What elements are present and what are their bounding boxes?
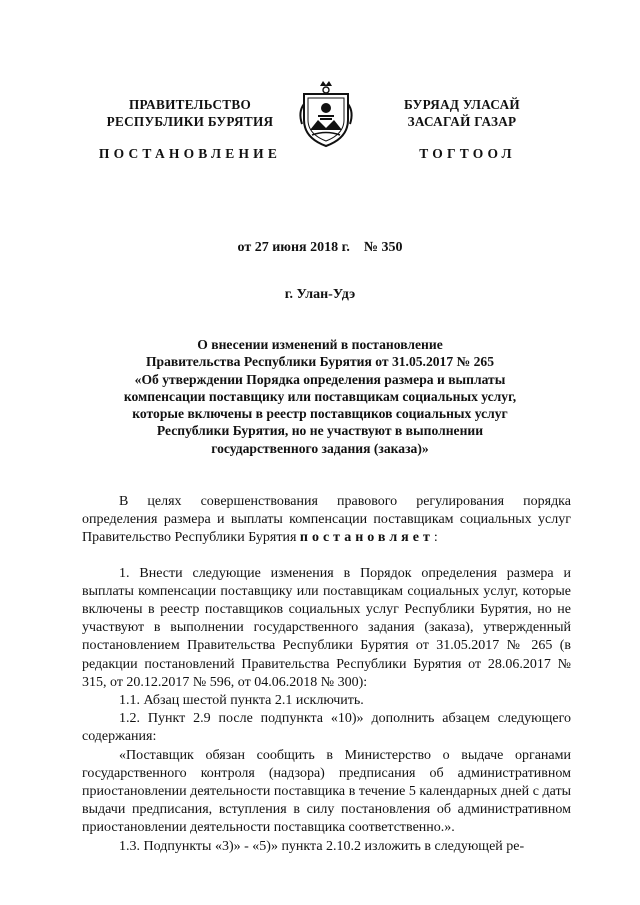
paragraph-1-1: 1.1. Абзац шестой пункта 2.1 исключить.: [119, 693, 364, 709]
title-line: О внесении изменений в постановление: [197, 337, 443, 352]
government-name-bur-line1: БУРЯАД УЛАСАЙ: [404, 97, 520, 112]
document-body: [82, 493, 571, 856]
document-title: [80, 336, 560, 457]
resolves-word: постановляет: [299, 530, 434, 546]
coat-of-arms-icon: [296, 78, 356, 150]
city: г. Улан-Удэ: [284, 287, 356, 302]
paragraph-1-2: 1.2. Пункт 2.9 после подпункта «10)» дополнить абзацем следующего содержания:: [82, 711, 571, 745]
resolves-colon: :: [433, 530, 438, 546]
header-right: [372, 96, 552, 130]
government-name-line2: РЕСПУБЛИКИ БУРЯТИЯ: [106, 114, 274, 129]
doc-type-ru: ПОСТАНОВЛЕНИЕ: [98, 146, 282, 161]
paragraph-1-3: 1.3. Подпункты «3)» - «5)» пункта 2.10.2 изложить в следующей ре-: [119, 838, 525, 854]
paragraph-1: 1. Внести следующие изменения в Порядок определения размера и выплаты компенсации поставщику или поставщикам социальных услуг, которые включены в реестр поставщиков социальных услуг Республики Бурятия, но не участвуют в выполнении государственного задания (заказа), утвержденный постановлением Правительства Республики Бурятия от 31.05.2017 № 265 (в редакции постановлений Правительства Республики Бурятия от 28.06.2017 № 315, от 20.12.2017 № 596, от 04.06.2018 № 300):: [82, 565, 571, 690]
preamble-text: В целях совершенствования правового регулирования порядка определения размера и выплаты компенсации поставщикам социальных услуг Правительство Республики Бурятия: [82, 494, 571, 546]
title-line: Республики Бурятия, но не участвуют в выполнении: [156, 423, 484, 439]
title-line: Правительства Республики Бурятия от 31.05.2017 № 265: [145, 354, 494, 370]
paragraph-1-2-quote: «Поставщик обязан сообщить в Министерство о выдаче органами государственного контроля (надзора) предписания об административном приостановлении деятельности поставщика в течение 5 календарных дней с даты выдачи предписания, вступления в силу постановления об административном приостановлении деятельности поставщика соответственно.».: [82, 747, 571, 836]
government-name-line1: ПРАВИТЕЛЬСТВО: [128, 97, 252, 112]
title-line: которые включены в реестр поставщиков социальных услуг: [132, 406, 508, 422]
title-line: «Об утверждении Порядка определения размера и выплаты: [134, 371, 506, 387]
title-line: государственного задания (заказа)»: [211, 440, 429, 456]
header-left: [90, 96, 290, 130]
doc-type-bur: ТОГТООЛ: [419, 146, 516, 161]
government-name-bur-line2: ЗАСАГАЙ ГАЗАР: [407, 114, 517, 129]
preamble-paragraph: [82, 493, 571, 548]
date-number: от 27 июня 2018 г. № 350: [237, 240, 403, 255]
title-line: компенсации поставщику или поставщикам социальных услуг,: [123, 388, 517, 404]
